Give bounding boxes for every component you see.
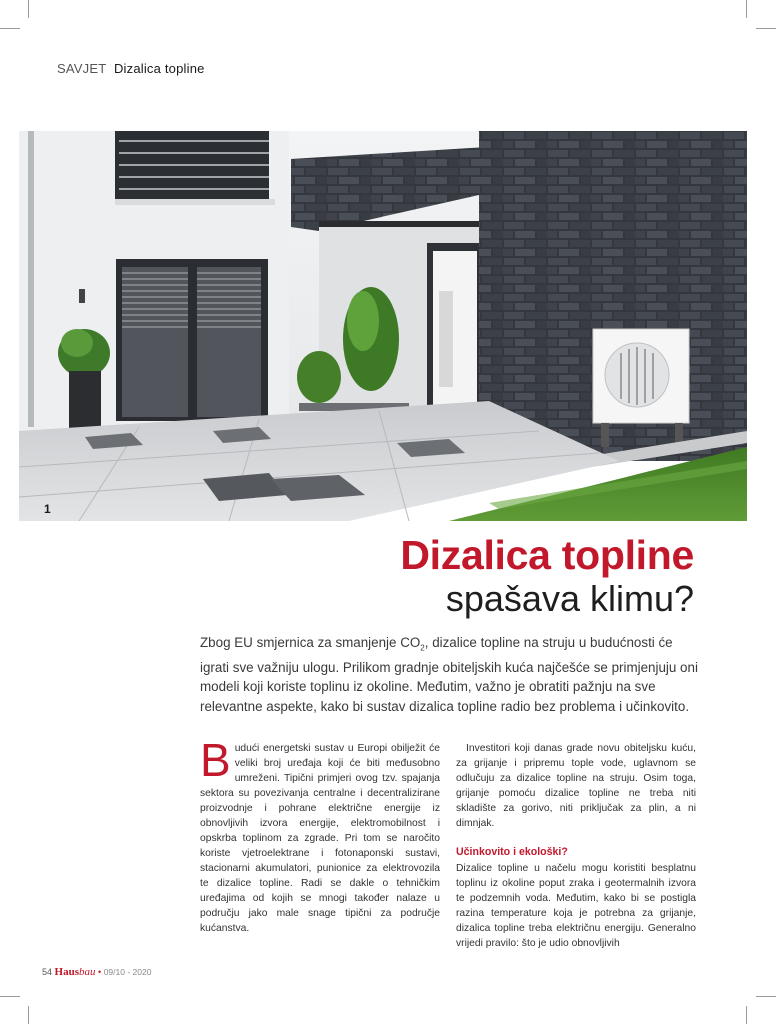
logo-part-b: bau [79,966,96,978]
headline [400,532,694,620]
lead-paragraph [200,633,700,716]
article-column-1 [200,734,440,936]
crop-mark [746,0,747,18]
crop-mark [28,1006,29,1024]
crop-mark [756,996,776,997]
section-label: SAVJET [57,61,107,76]
running-header [57,61,205,76]
house-photo [19,131,747,521]
header-title: Dizalica topline [113,61,205,76]
drop-cap: B [200,734,231,786]
crop-mark [0,28,20,29]
page-number: 54 [42,967,53,977]
figure-number: 1 [44,502,51,516]
page-footer [42,966,151,978]
subheading: Učinkovito i ekološki? [456,846,568,858]
headline-line-2: spašava klimu? [445,578,694,619]
crop-mark [756,28,776,29]
separator-dot-icon: • [98,967,102,977]
lead-text-a: Zbog EU smjernica za smanjenje CO [200,635,421,650]
issue-date: 09/10 - 2020 [103,967,152,977]
crop-mark [746,1006,747,1024]
crop-mark [28,0,29,18]
headline-line-1: Dizalica topline [400,532,694,578]
crop-mark [0,996,20,997]
article-column-2 [456,741,696,951]
logo-part-a: Haus [54,966,79,978]
lead-subscript: 2 [420,643,425,653]
magazine-logo [55,966,96,978]
column-1-text: udući energetski sustav u Europi obilježit će veliki broj uređaja koji će biti međusobno umreženi. Tipični primjeri ovog tzv. spajanja sektora su povezivanja centralne i decentralizirane proizvodnje i pohrane električne energije iz obnovljivih izvora energije, elektromobilnost i opskrba toplinom za zgrade. Pri tom se naročito koriste vjetroelektrane i fotonaponski sustavi, stacionarni akumulatori, punionice za elektrovozila te dizalice topline. Radi se dakle o tehničkim uređajima od kojih se mnogi također nalaze u području jako male snage tipični za područje kućanstva. [200,743,440,934]
lead-text-b: , dizalice topline na struju u budućnosti će igrati sve važniju ulogu. Prilikom gradnje obiteljskih kuća najčešće se primjenjuju oni modeli koji koriste toplinu iz okoline. Međutim, važno je obratiti pažnju na sve relevantne aspekte, kako bi sustav dizalica topline radio bez problema i učinkovito. [200,635,698,714]
column-2-paragraph-2: Dizalice topline u načelu mogu koristiti besplatnu toplinu iz okoline poput zraka i geotermalnih izvora te podzemnih voda. Međutim, kako bi se postigla razina temperature koja je potrebna za grijanje, dizalica topline treba električnu energiju. Generalno vrijedi pravilo: što je udio obnovljivih [456,863,696,949]
column-2-paragraph-1: Investitori koji danas grade novu obiteljsku kuću, za grijanje i pripremu tople vode, uglavnom se odlučuju za dizalice topline na struju. Osim toga, grijanje pomoću dizalice topline ne treba niti skladište za gorivo, niti priključak za plin, a ni dimnjak. [456,743,696,829]
